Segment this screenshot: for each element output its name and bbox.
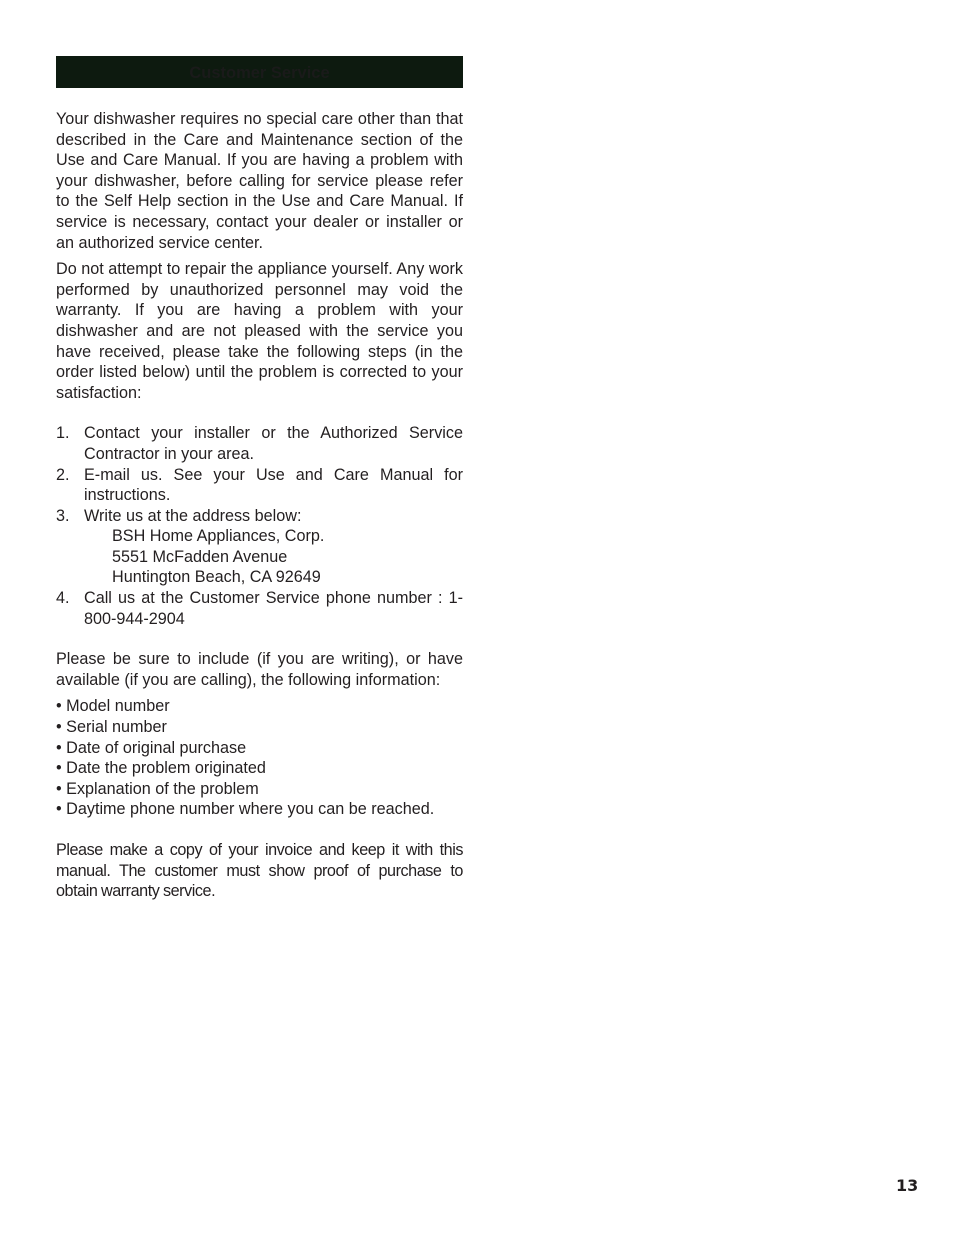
step-item (56, 423, 463, 464)
list-item: • Date of original purchase (56, 738, 247, 757)
step-item (56, 588, 463, 629)
invoice-paragraph: Please make a copy of your invoice and keep it with this manual. The customer must show proof of purchase to obtain warranty service. (56, 841, 463, 901)
page-number: 13 (896, 1176, 919, 1195)
address-company: BSH Home Appliances, Corp. (112, 527, 325, 546)
step-text: E-mail us. See your Use and Care Manual for instructions. (84, 465, 463, 505)
required-info-list (56, 696, 463, 820)
step-item (56, 465, 463, 506)
list-item: • Daytime phone number where you can be reached. (56, 800, 435, 819)
list-item: • Date the problem originated (56, 759, 266, 778)
step-text: Call us at the Customer Service phone number : 1-800-944-2904 (84, 589, 463, 628)
step-text: Contact your installer or the Authorized Service Contractor in your area. (84, 424, 463, 463)
address-street: 5551 McFadden Avenue (112, 547, 288, 566)
warning-paragraph: Do not attempt to repair the appliance yourself. Any work performed by unauthorized personnel may void the warranty. If you are having a problem with your dishwasher and are not pleased with the service you have received, please take the following steps (in the order listed below) until the problem is corrected to your satisfaction: (56, 260, 463, 402)
step-number: 1. (56, 424, 70, 443)
step-text: Write us at the address below: (84, 506, 302, 525)
section-title: Customer Service (56, 56, 463, 88)
step-number: 4. (56, 589, 70, 608)
step-item (56, 506, 463, 588)
customer-service-column (56, 56, 463, 902)
mailing-address (84, 526, 463, 588)
service-steps-list (56, 423, 463, 629)
list-item: • Model number (56, 697, 170, 716)
address-city: Huntington Beach, CA 92649 (112, 568, 321, 587)
intro-paragraph: Your dishwasher requires no special care other than that described in the Care and Maintenance section of the Use and Care Manual. If you are having a problem with your dishwasher, before calling for service please refer to the Self Help section in the Use and Care Manual. If service is necessary, contact your dealer or installer or an authorized service center. (56, 110, 463, 252)
step-body (84, 506, 463, 588)
step-number: 3. (56, 506, 70, 525)
include-info-paragraph: Please be sure to include (if you are writing), or have available (if you are calling), the following information: (56, 650, 463, 689)
step-number: 2. (56, 465, 70, 484)
list-item: • Serial number (56, 718, 167, 737)
list-item: • Explanation of the problem (56, 779, 259, 798)
